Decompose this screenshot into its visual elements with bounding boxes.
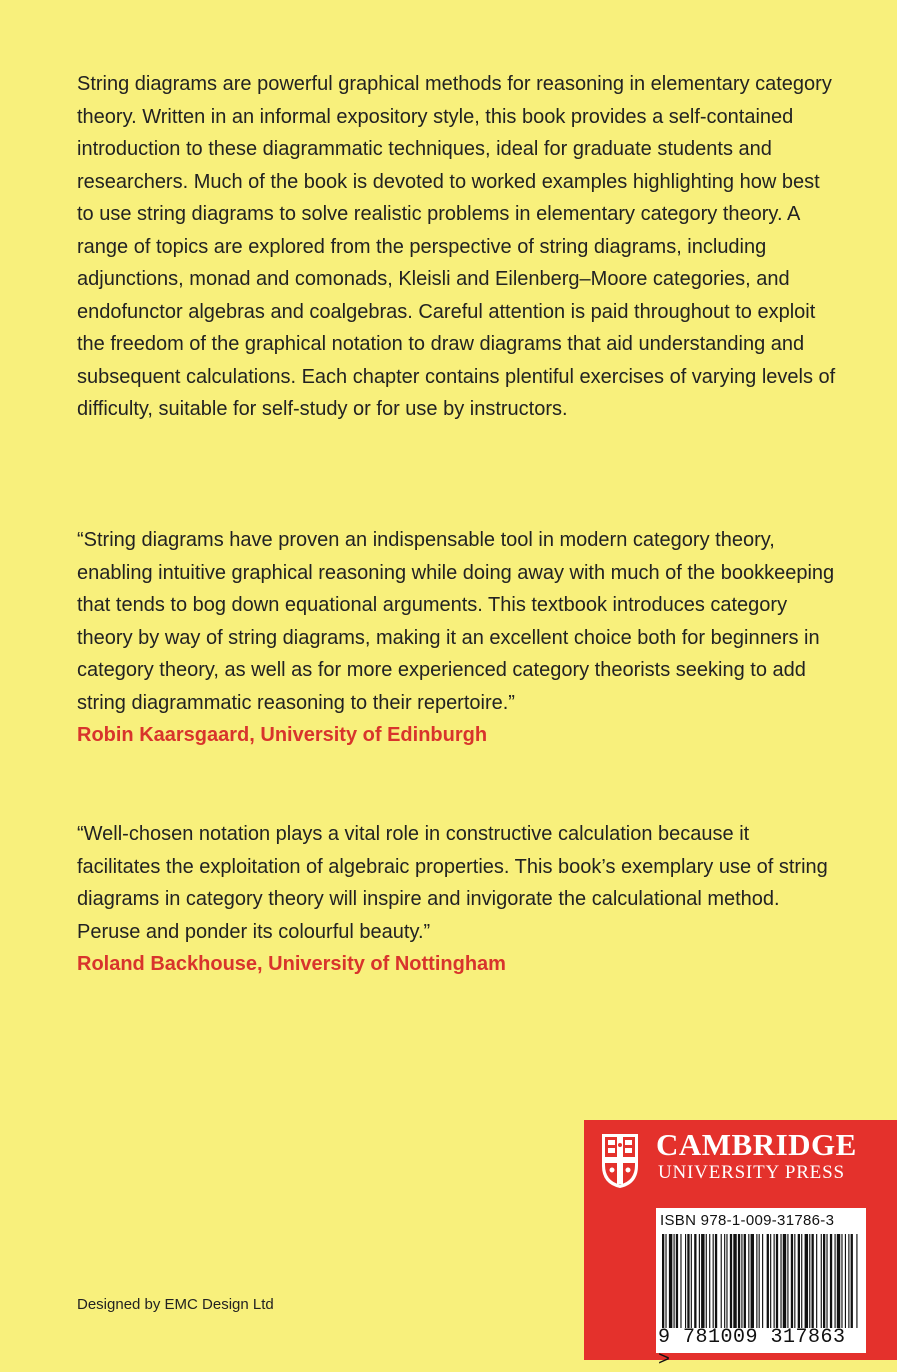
barcode-bar	[801, 1234, 802, 1328]
endorsement-2	[77, 818, 837, 981]
book-blurb: String diagrams are powerful graphical methods for reasoning in elementary category theory. Written in an informal expository style, this book provides a self-contained introduction to these diagrammatic techniques, ideal for graduate students and researchers. Much of the book is devoted to worked examples highlighting how best to use string diagrams to solve realistic problems in elementary category theory. A range of topics are explored from the perspective of string diagrams, including adjunctions, monad and comonads, Kleisli and Eilenberg–Moore categories, and endofunctor algebras and coalgebras. Careful attention is paid throughout to exploit the freedom of the graphical notation to draw diagrams that aid understanding and subsequent calculations. Each chapter contains plentiful exercises of varying levels of difficulty, suitable for self-study or for use by instructors.	[77, 73, 836, 420]
barcode-bar	[762, 1234, 763, 1328]
publisher-name: CAMBRIDGE	[656, 1127, 857, 1162]
endorsement-1-text: “String diagrams have proven an indispensable tool in modern category theory, enabling intuitive graphical reasoning while doing away with much of the bookkeeping that tends to bog down equational arguments. This textbook introduces category theory by way of string diagrams, making it an excellent choice both for beginners in category theory, as well as for more experienced category theorists seeking to add string diagrammatic reasoning to their repertoire.”	[77, 529, 835, 714]
barcode-bar	[730, 1234, 732, 1328]
barcode-bar	[680, 1234, 681, 1328]
barcode-bar	[674, 1234, 675, 1328]
barcode-bar	[826, 1234, 827, 1328]
isbn-label: ISBN 978-1-009-31786-3	[660, 1212, 835, 1229]
barcode-bar	[767, 1234, 769, 1328]
barcode-bar	[662, 1234, 664, 1328]
barcode-bar	[687, 1234, 689, 1328]
barcode-bar	[709, 1234, 710, 1328]
barcode-bar	[701, 1234, 704, 1328]
barcode-bar	[665, 1234, 666, 1328]
barcode-bar	[694, 1234, 696, 1328]
barcode-number: 9 781009 317863 >	[658, 1326, 846, 1372]
publisher-subname: UNIVERSITY PRESS	[658, 1162, 845, 1183]
barcode-bar	[691, 1234, 692, 1328]
barcode-bar	[821, 1234, 822, 1328]
barcode-bar	[751, 1234, 754, 1328]
barcode-bar	[756, 1234, 757, 1328]
endorsement-1	[77, 524, 837, 752]
barcode-bar	[787, 1234, 788, 1328]
barcode-bar	[699, 1234, 700, 1328]
barcode-bar	[685, 1234, 686, 1328]
barcode-bar	[741, 1234, 742, 1328]
barcode-bar	[726, 1234, 727, 1328]
barcode-bar	[706, 1234, 707, 1328]
barcode-bar	[812, 1234, 814, 1328]
designer-credit: Designed by EMC Design Ltd	[77, 1296, 274, 1313]
barcode-bar	[776, 1234, 778, 1328]
endorsement-1-attribution: Robin Kaarsgaard, University of Edinburgh	[77, 724, 488, 746]
barcode-bar	[845, 1234, 846, 1328]
barcode-bar	[744, 1234, 746, 1328]
barcode-bar	[721, 1234, 722, 1328]
barcode-bar	[798, 1234, 800, 1328]
barcode-bar	[676, 1234, 678, 1328]
barcode-bar	[830, 1234, 832, 1328]
barcode-bar	[805, 1234, 808, 1328]
barcode-box	[656, 1208, 866, 1372]
publisher-panel	[584, 1120, 897, 1372]
endorsement-2-text: “Well-chosen notation plays a vital role in constructive calculation because it facilitates the exploitation of algebraic properties. This book’s exemplary use of string diagrams in category theory will inspire and invigorate the calculational method. Peruse and ponder its colourful beauty.”	[77, 823, 828, 943]
barcode-bar	[770, 1234, 771, 1328]
barcode-bar	[837, 1234, 840, 1328]
barcode-bar	[841, 1234, 842, 1328]
barcode-bar	[835, 1234, 836, 1328]
cambridge-shield-icon	[600, 1132, 640, 1190]
barcode-bar	[669, 1234, 672, 1328]
barcode-bar	[856, 1234, 857, 1328]
barcode-bar	[823, 1234, 825, 1328]
barcode-bar	[851, 1234, 853, 1328]
barcode-bar	[759, 1234, 760, 1328]
barcode-bar	[713, 1234, 714, 1328]
barcode-bars	[660, 1234, 862, 1328]
barcode-bar	[715, 1234, 717, 1328]
barcode-bar	[780, 1234, 781, 1328]
barcode-bar	[791, 1234, 793, 1328]
barcode-bar	[748, 1234, 749, 1328]
barcode-bar	[809, 1234, 810, 1328]
endorsement-2-attribution: Roland Backhouse, University of Nottingham	[77, 953, 506, 975]
barcode-bar	[783, 1234, 786, 1328]
barcode-bar	[774, 1234, 775, 1328]
barcode-bar	[738, 1234, 740, 1328]
barcode-bar	[733, 1234, 736, 1328]
barcode-bar	[794, 1234, 795, 1328]
barcode-bar	[724, 1234, 725, 1328]
barcode-bar	[848, 1234, 849, 1328]
barcode-bar	[816, 1234, 817, 1328]
